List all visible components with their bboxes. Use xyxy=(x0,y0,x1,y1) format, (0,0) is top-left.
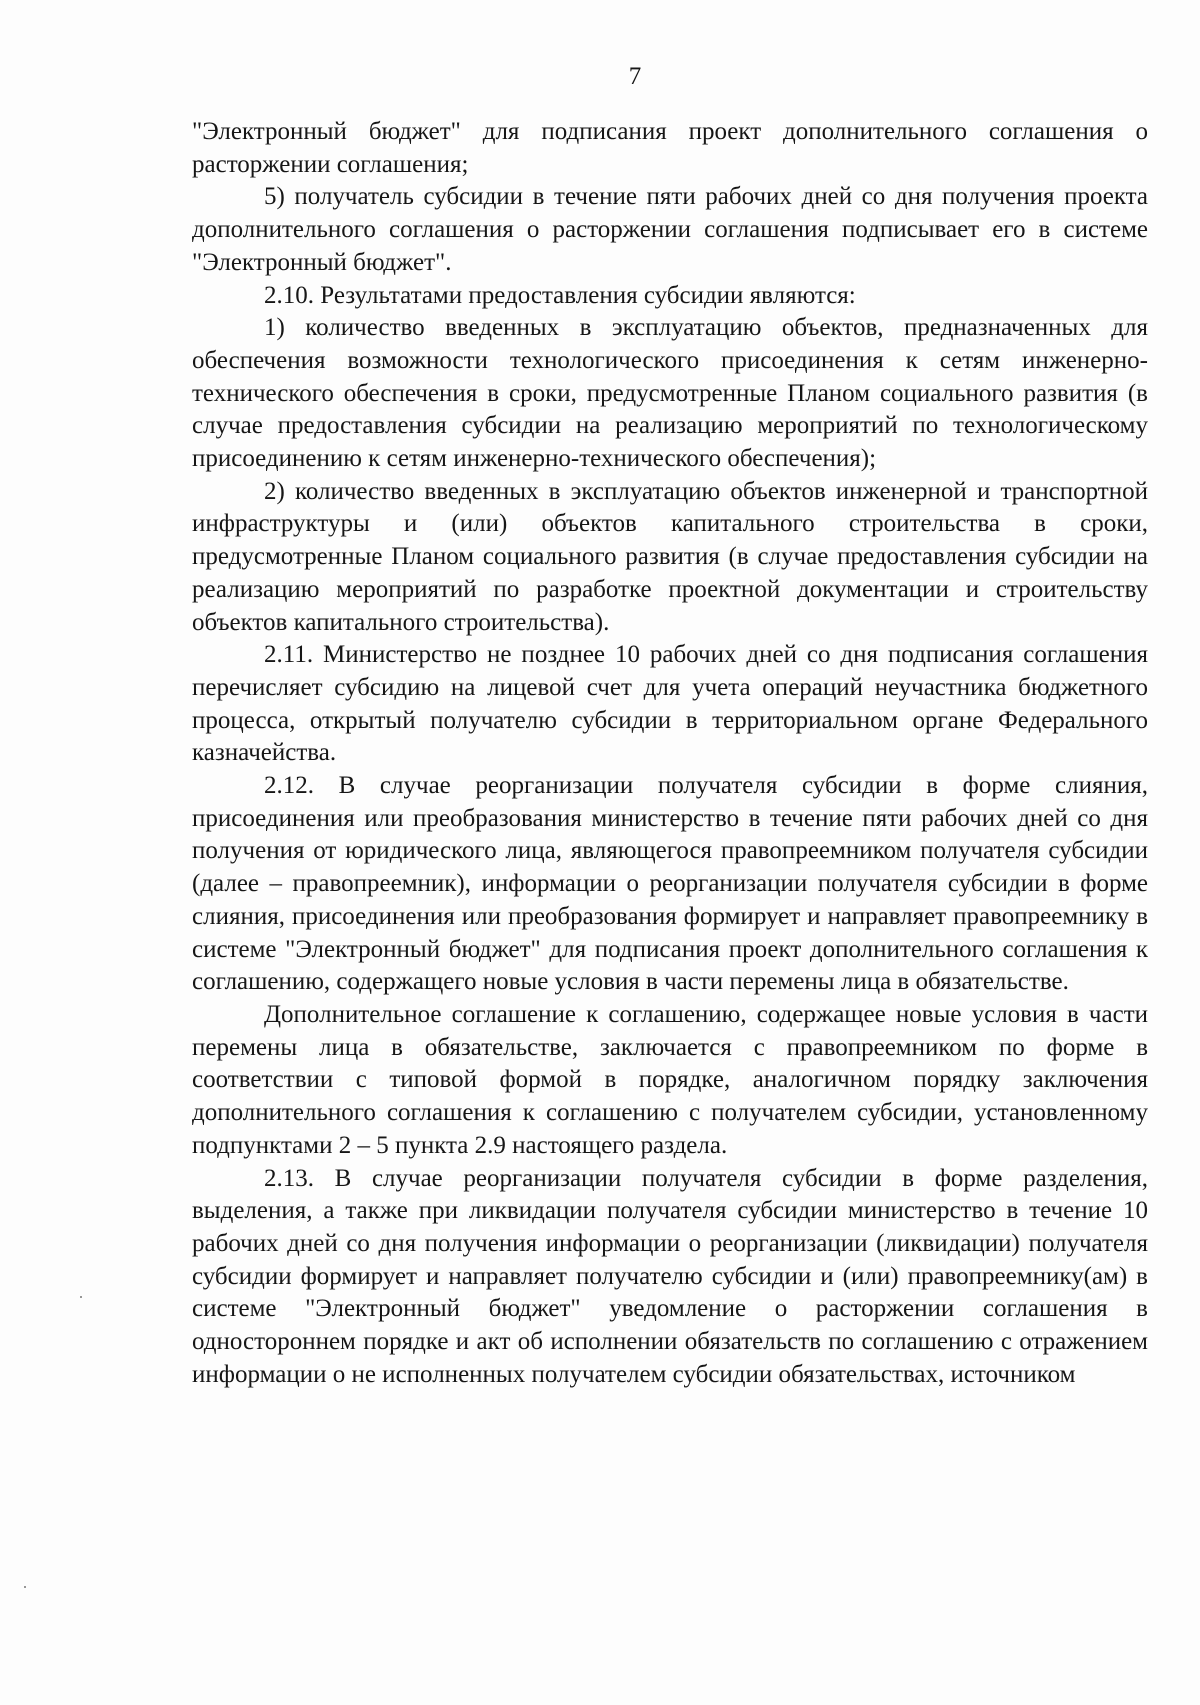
paragraph-item-5: 5) получатель субсидии в течение пяти рабочих дней со дня получения проекта дополнительного соглашения о расторжении соглашения подписывает его в системе "Электронный бюджет". xyxy=(192,183,1148,276)
paragraph-additional-agreement: Дополнительное соглашение к соглашению, содержащее новые условия в части перемены лица в обязательстве, заключается с правопреемником по форме в соответствии с типовой формой в порядке, аналогичном порядку заключения дополнительного соглашения к соглашению с получателем субсидии, установленному подпунктами 2 – 5 пункта 2.9 настоящего раздела. xyxy=(192,1000,1148,1159)
page-number: 7 xyxy=(628,63,642,90)
scan-speck xyxy=(80,1296,82,1298)
scan-speck xyxy=(24,1586,26,1588)
paragraph-2-10-item-2: 2) количество введенных в эксплуатацию объектов инженерной и транспортной инфраструктуры и (или) объектов капитального строительства в сроки, предусмотренные Планом социального развития (в случае предоставления субсидии на реализацию мероприятий по разработке проектной документации и строительству объектов капитального строительства). xyxy=(192,477,1148,636)
paragraph-2-10: 2.10. Результатами предоставления субсидии являются: xyxy=(264,281,856,309)
document-body xyxy=(192,116,1148,1391)
paragraph-2-12: 2.12. В случае реорганизации получателя субсидии в форме слияния, присоединения или преобразования министерство в течение пяти рабочих дней со дня получения от юридического лица, являющегося правопреемником получателя субсидии (далее – правопреемник), информации о реорганизации получателя субсидии в форме слияния, присоединения или преобразования формирует и направляет правопреемнику в системе "Электронный бюджет" для подписания проект дополнительного соглашения к соглашению, содержащего новые условия в части перемены лица в обязательстве. xyxy=(192,772,1148,996)
paragraph-2-13: 2.13. В случае реорганизации получателя субсидии в форме разделения, выделения, а также при ликвидации получателя субсидии министерство в течение 10 рабочих дней со дня получения информации о реорганизации (ликвидации) получателя субсидии формирует и направляет получателю субсидии и (или) правопреемнику(ам) в системе "Электронный бюджет" уведомление о расторжении соглашения в одностороннем порядке и акт об исполнении обязательств по соглашению с отражением информации о не исполненных получателем субсидии обязательствах, источником xyxy=(192,1164,1148,1388)
paragraph-2-11: 2.11. Министерство не позднее 10 рабочих дней со дня подписания соглашения перечисляет субсидию на лицевой счет для учета операций неучастника бюджетного процесса, открытый получателю субсидии в территориальном органе Федерального казначейства. xyxy=(192,641,1148,767)
paragraph-2-10-item-1: 1) количество введенных в эксплуатацию объектов, предназначенных для обеспечения возможности технологического присоединения к сетям инженерно-технического обеспечения в сроки, предусмотренные Планом социального развития (в случае предоставления субсидии на реализацию мероприятий по технологическому присоединению к сетям инженерно-технического обеспечения); xyxy=(192,314,1148,473)
paragraph-continuation: "Электронный бюджет" для подписания проект дополнительного соглашения о расторжении соглашения; xyxy=(192,118,1148,178)
